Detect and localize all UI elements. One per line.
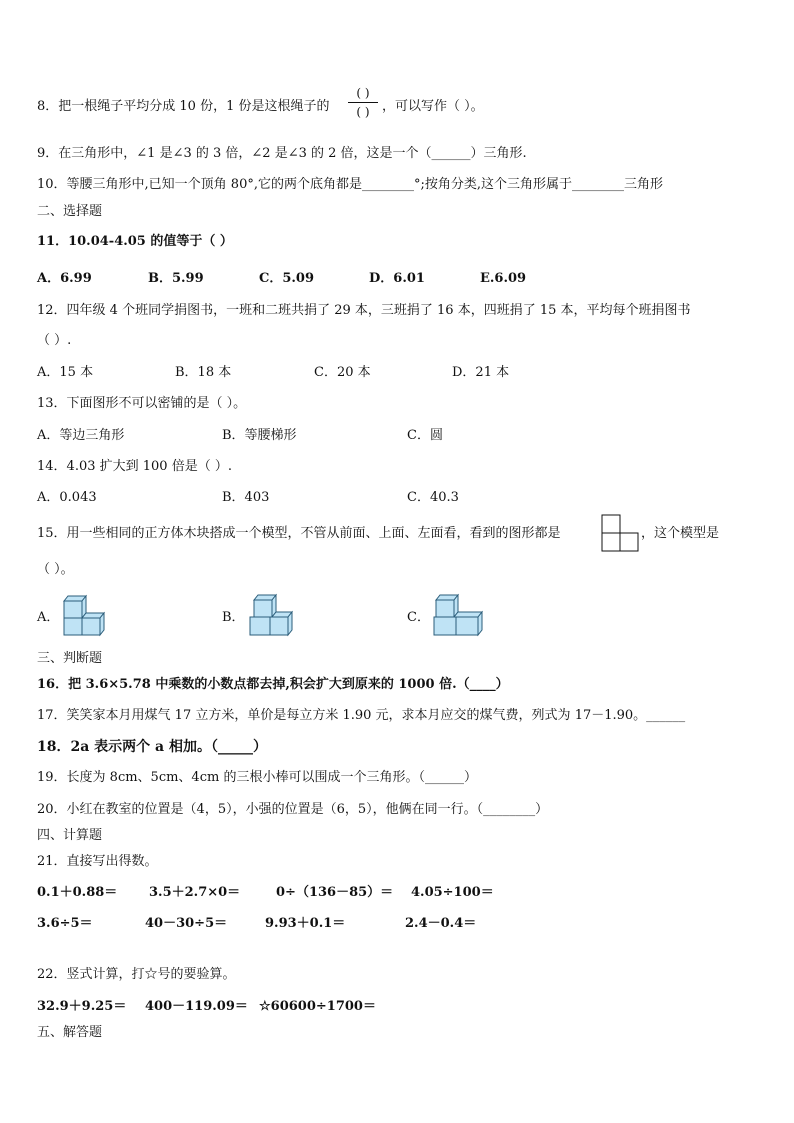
question-16: 16．把 3.6×5.78 中乘数的小数点都去掉,积会扩大到原来的 1000 倍.（____） bbox=[37, 677, 509, 692]
question-15-stem: 15．用一些相同的正方体木块搭成一个模型，不管从前面、上面、左面看，看到的图形都是 bbox=[37, 526, 561, 541]
fraction-denominator: ( ) bbox=[356, 105, 370, 119]
cube-model-a-icon[interactable] bbox=[60, 593, 110, 639]
q15-stem-after: ，这个模型是 bbox=[641, 526, 720, 541]
q22-item-1: 32.9＋9.25＝ bbox=[37, 999, 127, 1014]
section-judge-title: 三、判断题 bbox=[37, 651, 103, 666]
fraction-numerator: ( ) bbox=[356, 86, 370, 100]
q22-item-2: 400－119.09＝ bbox=[145, 999, 248, 1014]
question-9: 9．在三角形中，∠1 是∠3 的 3 倍，∠2 是∠3 的 2 倍，这是一个（______）三角形. bbox=[37, 146, 527, 161]
q13-option-c[interactable]: C．圆 bbox=[407, 428, 443, 443]
q13-option-b[interactable]: B．等腰梯形 bbox=[222, 428, 297, 443]
question-11-stem: 11．10.04-4.05 的值等于（ ） bbox=[37, 234, 233, 249]
q11-option-c[interactable]: C．5.09 bbox=[259, 271, 315, 286]
q21-item-4: 4.05÷100＝ bbox=[411, 885, 494, 900]
q22-item-3: ☆60600÷1700＝ bbox=[259, 999, 376, 1014]
section-calc-title: 四、计算题 bbox=[37, 828, 103, 843]
q21-item-7: 9.93＋0.1＝ bbox=[265, 916, 346, 931]
q21-item-5: 3.6÷5＝ bbox=[37, 916, 93, 931]
question-15-stem-2: （ ）。 bbox=[37, 562, 74, 577]
q8-text-before: 8．把一根绳子平均分成 10 份，1 份是这根绳子的 bbox=[37, 99, 330, 114]
q11-option-e[interactable]: E.6.09 bbox=[480, 271, 527, 286]
section-choice-title: 二、选择题 bbox=[37, 204, 103, 219]
question-10: 10．等腰三角形中,已知一个顶角 80°,它的两个底角都是________°;按角分类,这个三角形属于________三角形 bbox=[37, 177, 663, 192]
q21-item-8: 2.4－0.4＝ bbox=[405, 916, 477, 931]
question-8 bbox=[37, 98, 329, 116]
question-21-stem: 21．直接写出得数。 bbox=[37, 854, 158, 869]
view-shape-icon bbox=[601, 514, 639, 552]
q12-option-d[interactable]: D．21 本 bbox=[452, 365, 510, 380]
question-14-stem: 14．4.03 扩大到 100 倍是（ ）. bbox=[37, 459, 232, 474]
q14-option-c[interactable]: C．40.3 bbox=[407, 490, 459, 505]
question-22-stem: 22．竖式计算，打☆号的要验算。 bbox=[37, 967, 236, 982]
q21-item-3: 0÷（136－85）＝ bbox=[276, 885, 394, 900]
question-20: 20．小红在教室的位置是（4，5），小强的位置是（6，5），他俩在同一行。（________） bbox=[37, 802, 549, 817]
q14-option-b[interactable]: B．403 bbox=[222, 490, 270, 505]
q21-item-2: 3.5＋2.7×0＝ bbox=[149, 885, 241, 900]
question-17: 17．笑笑家本月用煤气 17 立方米，单价是每立方米 1.90 元，求本月应交的煤气费，列式为 17－1.90。______ bbox=[37, 708, 686, 723]
question-12-stem: 12．四年级 4 个班同学捐图书，一班和二班共捐了 29 本，三班捐了 16 本，四班捐了 15 本，平均每个班捐图书 bbox=[37, 303, 691, 318]
q11-option-b[interactable]: B．5.99 bbox=[148, 271, 204, 286]
q12-option-c[interactable]: C．20 本 bbox=[314, 365, 371, 380]
cube-model-c-icon[interactable] bbox=[430, 592, 486, 640]
question-13-stem: 13．下面图形不可以密铺的是（ ）。 bbox=[37, 396, 247, 411]
question-18: 18．2a 表示两个 a 相加。（_____） bbox=[37, 739, 267, 755]
fraction-bar bbox=[348, 102, 378, 103]
cube-model-b-icon[interactable] bbox=[248, 593, 298, 639]
q15-option-a[interactable]: A． bbox=[37, 610, 60, 625]
q12-option-a[interactable]: A．15 本 bbox=[37, 365, 94, 380]
q11-option-a[interactable]: A．6.99 bbox=[37, 271, 92, 286]
section-solve-title: 五、解答题 bbox=[37, 1025, 103, 1040]
q15-option-c[interactable]: C． bbox=[407, 610, 430, 625]
q13-option-a[interactable]: A．等边三角形 bbox=[37, 428, 125, 443]
q11-option-d[interactable]: D．6.01 bbox=[369, 271, 425, 286]
fraction-blank bbox=[346, 85, 380, 120]
q21-item-6: 40－30÷5＝ bbox=[145, 916, 228, 931]
q15-option-b[interactable]: B． bbox=[222, 610, 245, 625]
question-12-stem-2: （ ）. bbox=[37, 333, 72, 348]
q14-option-a[interactable]: A．0.043 bbox=[37, 490, 97, 505]
question-19: 19．长度为 8cm、5cm、4cm 的三根小棒可以围成一个三角形。（______） bbox=[37, 770, 477, 785]
q8-text-after: ，可以写作（ ）。 bbox=[382, 99, 484, 114]
q12-option-b[interactable]: B．18 本 bbox=[175, 365, 232, 380]
q21-item-1: 0.1＋0.88＝ bbox=[37, 885, 118, 900]
